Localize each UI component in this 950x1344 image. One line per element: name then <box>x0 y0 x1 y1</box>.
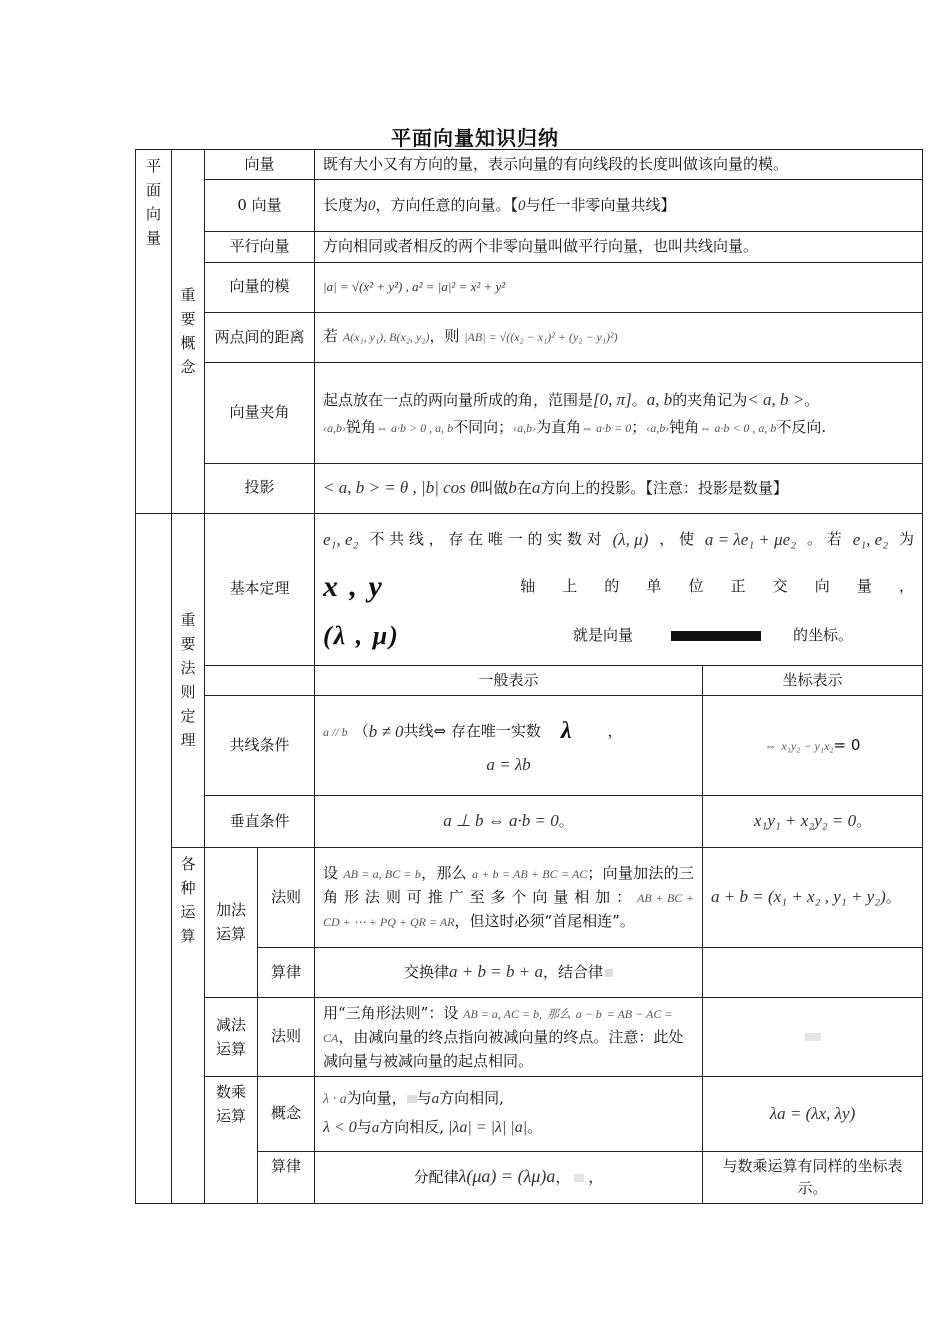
text: ；向量加法的三 角 形 法 则 可 推 广 至 多 个 向 量 相 加 ： <box>323 864 694 907</box>
term-perpendicular: 垂直条件 <box>205 795 315 847</box>
text: 加法运算 <box>216 901 247 944</box>
collinear-general <box>315 695 703 795</box>
blank-cell <box>205 665 315 695</box>
text: 锐角 <box>346 418 377 437</box>
formula: ⇔ a·b > 0 , a, b <box>376 421 454 436</box>
term-distance: 两点间的距离 <box>205 312 315 362</box>
table-row <box>136 362 923 463</box>
text: 的 <box>604 577 620 596</box>
text: 数乘运算 <box>216 1082 247 1125</box>
formula: e₁, e₂ <box>323 529 359 549</box>
text: 。 <box>527 1118 543 1137</box>
formula: a = λb <box>486 755 531 775</box>
section-label-theorems <box>172 513 205 847</box>
text: ，结合律 <box>542 963 603 982</box>
formula: A(x₁, y₁), B(x₂, y₂) <box>342 330 430 345</box>
sub-coord <box>703 997 923 1076</box>
formula: ⇔ a·b = 0 <box>581 421 632 436</box>
formula: a <box>431 1090 440 1107</box>
blank-cell <box>136 513 172 847</box>
section-label-text: 重要概念 <box>180 286 196 377</box>
text: ， <box>607 722 623 741</box>
formula: |AB| = √((x₂ − x₁)² + (y₂ − y₁)²) <box>464 330 618 345</box>
text: 交换律 <box>404 963 450 982</box>
def-parallel-vector: 方向相同或者相反的两个非零向量叫做平行向量，也叫共线向量。 <box>315 232 923 262</box>
section-label-concepts <box>172 150 205 514</box>
formula: a ⊥ b ⇔ a·b = 0 <box>443 811 559 831</box>
formula: a // b <box>323 724 348 739</box>
text: 若 <box>323 327 339 346</box>
formula: AB = a, BC = b <box>343 867 421 882</box>
text: 起点放在一点的两向量所成的角，范围是 <box>323 390 594 409</box>
text: ， <box>588 1168 604 1187</box>
angle-line-1 <box>323 385 914 415</box>
text: 的坐标。 <box>793 626 854 645</box>
text: 在 <box>516 478 532 497</box>
collinear-line-2 <box>323 752 694 778</box>
formula: ⇔ <box>764 738 777 753</box>
text: ，方向任意的向量。【 <box>375 195 519 214</box>
formula: AB + BC + CD + ⋯ + PQ + QR = AR <box>323 891 694 930</box>
section-label-plane-vector <box>136 150 172 514</box>
mul-def-line-2 <box>323 1113 694 1143</box>
table-row <box>136 795 923 847</box>
formula: ⇔ a·b < 0 , a, b <box>699 421 777 436</box>
def-angle <box>315 362 923 463</box>
blank-cell <box>136 847 172 1203</box>
text: 钝角 <box>669 418 700 437</box>
text: 用“三角形法则”：设 <box>323 1003 459 1022</box>
text: 不反向. <box>776 418 827 437</box>
mark-glyph <box>805 1033 821 1041</box>
table-row <box>136 312 923 362</box>
formula: = AB − AC = CA <box>323 1006 673 1045</box>
rule-label: 法则 <box>258 997 315 1076</box>
formula: [0, π] <box>593 389 632 409</box>
concept-label: 概念 <box>258 1076 315 1151</box>
text: 设 <box>323 864 339 883</box>
text: ， <box>898 577 914 596</box>
section-label-operations <box>172 847 205 1203</box>
text: 为直角 <box>536 418 582 437</box>
formula: λ <box>560 718 574 745</box>
text: ； <box>631 418 647 437</box>
text: 不 共 线 ， 存 在 唯 一 的 实 数 对 <box>369 530 602 549</box>
text: 方向相同, <box>439 1088 504 1107</box>
formula: λ < 0 <box>323 1119 357 1137</box>
law-label: 算律 <box>258 1151 315 1203</box>
def-vector: 既有大小又有方向的量，表示向量的有向线段的长度叫做该向量的模。 <box>315 150 923 180</box>
perp-coord <box>703 795 923 847</box>
text: 。 <box>856 812 872 831</box>
def-distance <box>315 312 923 362</box>
formula: = 0 <box>833 735 861 754</box>
text: ，由减向量的终点指向被减向量的终点。注意：此处减向量与被减向量的起点相同。 <box>323 1027 684 1070</box>
formula: a <box>371 1120 380 1137</box>
formula: x , y <box>323 569 384 603</box>
text: 分配律 <box>413 1168 459 1187</box>
table-row <box>136 665 923 695</box>
formula: a, b <box>646 389 673 409</box>
header-coord: 坐标表示 <box>703 665 923 695</box>
text: 为向量， <box>346 1088 407 1107</box>
collinear-line-1 <box>323 712 694 752</box>
text: 叫做 <box>478 478 509 497</box>
basic-line-2 <box>323 562 914 612</box>
text: 不同向； <box>453 418 514 437</box>
formula: a = λe₁ + μe₂ <box>704 529 797 549</box>
table-row <box>136 150 923 180</box>
text: ，则 <box>429 327 460 346</box>
op-label-add <box>205 847 258 997</box>
formula: a <box>531 477 541 497</box>
mark-glyph <box>407 1095 417 1103</box>
mul-coord <box>703 1076 923 1151</box>
text: ，那么 <box>420 864 467 883</box>
text: 就是向量 <box>573 626 634 645</box>
text: 轴 <box>520 577 536 596</box>
formula: < a, b > <box>747 389 805 409</box>
section-label-text: 各种运算 <box>180 854 196 945</box>
vector-a-glyph <box>671 631 761 641</box>
sub-rule <box>315 997 703 1076</box>
text: 那么 <box>546 1006 571 1021</box>
add-coord <box>703 847 923 947</box>
angle-line-2 <box>323 414 914 440</box>
formula: < a, b > = θ , |b| cos θ <box>323 477 479 497</box>
text: 与 <box>416 1088 432 1107</box>
knowledge-table <box>135 149 923 1204</box>
text: 为 <box>898 530 914 549</box>
def-zero-vector <box>315 180 923 232</box>
mark-glyph <box>574 1174 584 1182</box>
op-label-mul <box>205 1076 258 1203</box>
formula: ‹a,b› <box>323 421 347 436</box>
mul-law <box>315 1151 703 1203</box>
def-modulus <box>315 262 923 312</box>
formula: |λa| = |λ| |a| <box>448 1119 528 1137</box>
collinear-coord <box>703 695 923 795</box>
formula: λa = (λx, λy) <box>769 1103 856 1123</box>
table-row <box>136 180 923 232</box>
table-row <box>136 847 923 947</box>
formula: b ≠ 0 <box>368 721 404 741</box>
text: ， <box>555 1168 571 1187</box>
formula: 0 <box>518 197 526 214</box>
formula: a + b = (x₁ + x₂ , y₁ + y₂) <box>711 887 886 907</box>
text: 方向上的投影。【注意：投影是数量】 <box>540 478 788 497</box>
formula: (λ, μ) <box>612 529 649 549</box>
formula: |a| = √(x² + y²) , a² = |a|² = x² + y² <box>323 279 506 295</box>
text: 位 <box>688 577 704 596</box>
text: 正 <box>730 577 746 596</box>
formula: a + b = AB + BC = AC <box>471 867 588 882</box>
section-label-text: 重要法则定理 <box>180 611 196 750</box>
text: 与 <box>356 1118 372 1137</box>
formula: AB = a, AC = b, <box>463 1006 543 1021</box>
rule-label: 法则 <box>258 847 315 947</box>
text: ， 使 <box>659 530 695 549</box>
def-basic-theorem <box>315 513 923 665</box>
formula: x₁y₂ − y₁x₂ <box>781 738 834 753</box>
add-rule <box>315 847 703 947</box>
mul-def <box>315 1076 703 1151</box>
law-label: 算律 <box>258 947 315 997</box>
term-parallel-vector: 平行向量 <box>205 232 315 262</box>
formula: (λ , μ) <box>323 620 400 650</box>
formula: ‹a,b› <box>646 421 670 436</box>
table-row <box>136 232 923 262</box>
term-vector: 向量 <box>205 150 315 180</box>
term-collinear: 共线条件 <box>205 695 315 795</box>
formula: x₁y₁ + x₂y₂ = 0 <box>753 811 857 831</box>
text: 单 <box>646 577 662 596</box>
text: 方向相反, <box>379 1118 445 1137</box>
formula: a − b <box>575 1006 602 1021</box>
perp-general <box>315 795 703 847</box>
text: 。 <box>804 390 820 409</box>
text: 量 <box>856 577 872 596</box>
text: 。 若 <box>807 530 842 549</box>
text: 长度为 <box>323 195 369 214</box>
table-row <box>136 262 923 312</box>
text: 。 <box>558 812 574 831</box>
formula: λ · a <box>323 1091 347 1107</box>
text: 与任一非零向量共线】 <box>525 195 676 214</box>
text: 减法运算 <box>216 1015 247 1058</box>
table-row <box>136 513 923 665</box>
section-label-text: 平面向量 <box>146 157 162 247</box>
page-title: 平面向量知识归纳 <box>391 126 559 150</box>
text: 。 <box>885 888 901 907</box>
def-projection <box>315 463 923 513</box>
term-basic-theorem: 基本定理 <box>205 513 315 665</box>
formula: ‹a,b› <box>513 421 537 436</box>
table-row <box>136 695 923 795</box>
basic-line-3 <box>323 612 914 660</box>
table-row <box>136 463 923 513</box>
mul-def-line-1 <box>323 1084 694 1114</box>
term-zero-vector: 0 向量 <box>205 180 315 232</box>
op-label-sub <box>205 997 258 1076</box>
text: 向 <box>814 577 830 596</box>
text: 交 <box>772 577 788 596</box>
text: ，但这时必须“首尾相连”。 <box>454 912 635 931</box>
term-modulus: 向量的模 <box>205 262 315 312</box>
formula: a + b = b + a <box>449 962 543 982</box>
basic-line-1 <box>323 518 914 562</box>
formula: b <box>508 477 517 497</box>
table-row <box>136 997 923 1076</box>
text: 。 <box>631 390 647 409</box>
text: 共线⇔ 存在唯一实数 <box>403 722 541 741</box>
text: 上 <box>562 577 578 596</box>
blank-cell <box>703 947 923 997</box>
formula: e₁, e₂ <box>852 529 889 549</box>
mul-law-coord: 与数乘运算有同样的坐标表示。 <box>703 1151 923 1203</box>
term-angle: 向量夹角 <box>205 362 315 463</box>
add-law <box>315 947 703 997</box>
term-projection: 投影 <box>205 463 315 513</box>
mark-glyph <box>605 969 613 977</box>
table-row <box>136 1076 923 1151</box>
header-general: 一般表示 <box>315 665 703 695</box>
text: （ <box>353 722 369 741</box>
text: 的夹角记为 <box>672 390 748 409</box>
formula: 0 <box>368 197 376 214</box>
formula: λ(μa) = (λμ)a <box>458 1166 556 1187</box>
